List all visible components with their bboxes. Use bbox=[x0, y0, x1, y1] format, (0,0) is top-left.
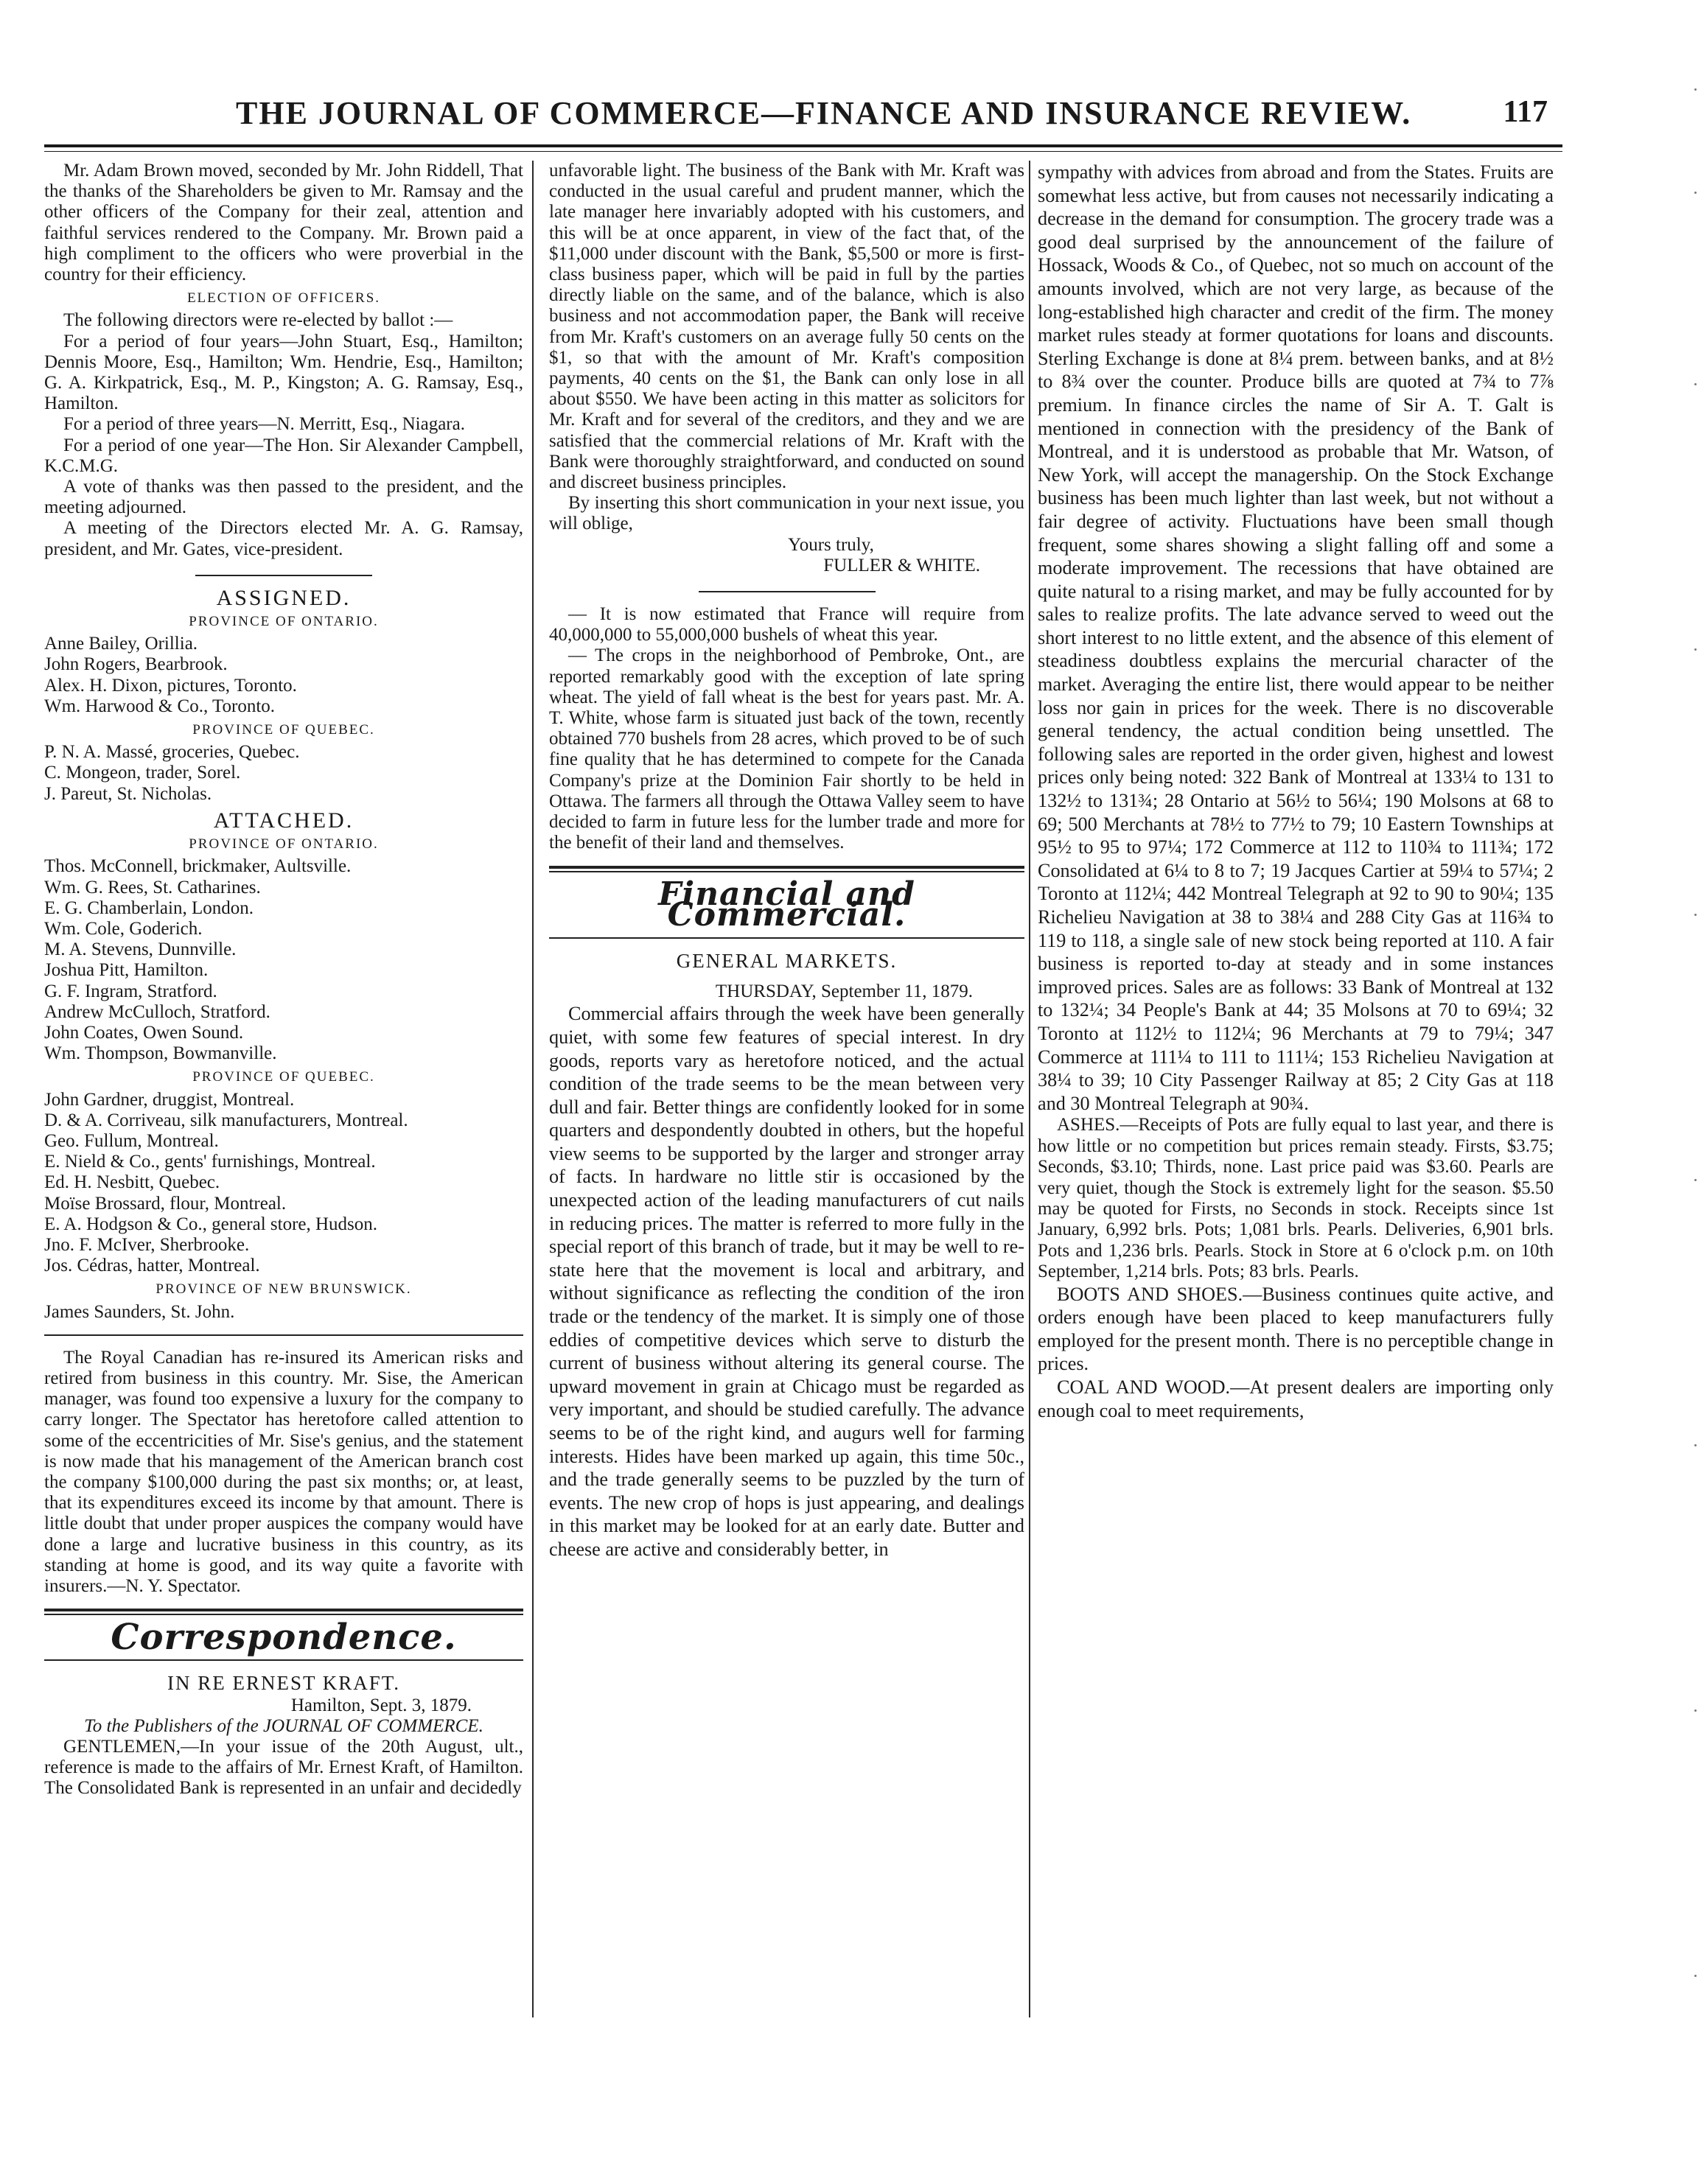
paragraph-royal-canadian: The Royal Canadian has re-insured its American risks and retired from business in this country. Mr. Sise, the American manager, was found too expensive a luxury for the company to carry longer. The Spectator has heretofore called attention to some of the eccentricities of Mr. Sise's genius, and the statement is now made that his management of the American branch cost the company $100,000 during the past six months; or, at least, that its expenditures exceed its income by that amount. There is little doubt that under proper auspices the company would have done a large and lucrative business in this country, as its standing at home is good, and its way quite a favorite with insurers.—N. Y. Spectator. bbox=[44, 1347, 523, 1596]
running-title: THE JOURNAL OF COMMERCE—FINANCE AND INSURANCE REVIEW. bbox=[236, 95, 1412, 131]
page-edge-marks bbox=[1688, 0, 1698, 2184]
section-rule bbox=[699, 591, 876, 592]
boots-text: —Business continues quite active, and orders enough have been placed to keep manufacturers fully employed for the present month. There is no perceptible change in prices. bbox=[1038, 1283, 1554, 1375]
section-rule bbox=[195, 575, 372, 576]
letter-closing: Yours truly, bbox=[788, 534, 874, 555]
list-item: Moïse Brossard, flour, Montreal. bbox=[44, 1193, 287, 1214]
header-rule-thin bbox=[44, 151, 1562, 152]
paragraph-ashes bbox=[1038, 1115, 1554, 1282]
list-item: John Coates, Owen Sound. bbox=[44, 1022, 244, 1043]
province-heading: PROVINCE OF ONTARIO. bbox=[189, 614, 379, 630]
paragraph-kraft-continued: unfavorable light. The business of the Bank with Mr. Kraft was conducted in the usual careful and prudent manner, which the late manager here invariably adopted with his customers, and this will be at once apparent, in view of the fact that, of the $11,000 under discount with the Bank, $5,500 or more is first-class business paper, which will be paid in full by the parties directly liable on the same, and of the balance, which is also business and not accommodation paper, the Bank will receive from Mr. Kraft's customers on an average fully 50 cents on the $1, so that with the amount of Mr. Kraft's composition payments, 40 cents on the $1, the Bank can only lose in all about $550. We have been acting in this matter as solicitors for Mr. Kraft and for several of the creditors, and they and we are satisfied that the commercial relations of Mr. Kraft with the Bank were thoroughly straightforward, and conducted on sound and discreet business principles. bbox=[549, 161, 1024, 493]
ashes-lead: ASHES. bbox=[1057, 1115, 1120, 1135]
list-item: Wm. Thompson, Bowmanville. bbox=[44, 1043, 277, 1064]
paragraph-three-years: For a period of three years—N. Merritt, Esq., Niagara. bbox=[63, 414, 465, 435]
list-item: Wm. Cole, Goderich. bbox=[44, 918, 203, 939]
list-item: Jno. F. McIver, Sherbrooke. bbox=[44, 1234, 250, 1255]
province-heading: PROVINCE OF QUEBEC. bbox=[192, 722, 375, 738]
section-double-rule bbox=[549, 937, 1024, 939]
list-item: Joshua Pitt, Hamilton. bbox=[44, 960, 209, 981]
attached-quebec-list bbox=[44, 1090, 523, 1277]
list-item: Jos. Cédras, hatter, Montreal. bbox=[44, 1256, 260, 1276]
paragraph-directors-meeting: A meeting of the Directors elected Mr. A. G. Ramsay, president, and Mr. Gates, vice-president. bbox=[44, 518, 523, 559]
letter-signature: FULLER & WHITE. bbox=[823, 555, 980, 575]
coal-lead: COAL AND WOOD. bbox=[1057, 1376, 1231, 1398]
column-1 bbox=[44, 161, 523, 2017]
paragraph-coal-wood bbox=[1038, 1376, 1554, 1422]
list-item: J. Pareut, St. Nicholas. bbox=[44, 783, 212, 804]
attached-ontario-list bbox=[44, 856, 523, 1064]
list-item: John Gardner, druggist, Montreal. bbox=[44, 1089, 295, 1110]
province-heading: PROVINCE OF QUEBEC. bbox=[192, 1069, 375, 1085]
general-markets-heading: GENERAL MARKETS. bbox=[676, 949, 898, 972]
province-heading: PROVINCE OF NEW BRUNSWICK. bbox=[156, 1281, 412, 1298]
coal-text: —At present dealers are importing only enough coal to meet requirements, bbox=[1038, 1376, 1554, 1421]
list-item: Wm. G. Rees, St. Catharines. bbox=[44, 877, 261, 897]
section-double-rule bbox=[549, 866, 1024, 872]
list-item: Andrew McCulloch, Stratford. bbox=[44, 1001, 270, 1022]
list-item: E. G. Chamberlain, London. bbox=[44, 897, 254, 918]
list-item: Geo. Fullum, Montreal. bbox=[44, 1130, 219, 1151]
list-item: Thos. McConnell, brickmaker, Aultsville. bbox=[44, 856, 352, 877]
list-item: M. A. Stevens, Dunnville. bbox=[44, 939, 237, 960]
markets-dateline: THURSDAY, September 11, 1879. bbox=[715, 981, 973, 1002]
list-item: Ed. H. Nesbitt, Quebec. bbox=[44, 1172, 220, 1193]
paragraph-one-year: For a period of one year—The Hon. Sir Alexander Campbell, K.C.M.G. bbox=[44, 435, 523, 476]
list-item: John Rogers, Bearbrook. bbox=[44, 654, 228, 675]
province-heading: PROVINCE OF ONTARIO. bbox=[189, 836, 379, 853]
assigned-heading: ASSIGNED. bbox=[216, 585, 352, 610]
kraft-heading: IN RE ERNEST KRAFT. bbox=[167, 1672, 400, 1695]
list-item: E. Nield & Co., gents' furnishings, Montreal. bbox=[44, 1152, 376, 1172]
election-heading: ELECTION OF OFFICERS. bbox=[186, 290, 381, 307]
financial-commercial-heading: Financial and Commercial. bbox=[658, 875, 915, 934]
ashes-text: —Receipts of Pots are fully equal to last year, and there is how little or no competition but prices remain steady. Firsts, $3.75; Seconds, $3.10; Thirds, none. Last price paid was $3.60. Pearls are very quiet, though the Stock is extremely light for the season. $5.50 may be quoted for Firsts, no Seconds in stock. Receipts since 1st January, 6,992 brls. Pots; 1,081 brls. Pearls. Deliveries, 6,901 brls. Pots and 1,236 brls. Pearls. Stock in Store at 6 o'clock p.m. on 10th September, 1,214 brls. Pots; 83 brls. Pearls. bbox=[1038, 1115, 1554, 1282]
column-3 bbox=[1038, 161, 1554, 2017]
paragraph-commercial-affairs: Commercial affairs through the week have been generally quiet, with some few features of special interest. In dry goods, reports vary as heretofore noticed, and the actual condition of the trade seems to be the mean between very dull and fair. Better things are confidently looked for in some quarters and despondently doubted in others, but the hopeful view seems to be supported by the larger and stronger array of facts. In hardware no little stir is occasioned by the unexpected action of the leading manufacturers of cut nails in reducing prices. The matter is referred to more fully in the special report of this branch of trade, but it may be well to re-state here that the movement is local and arbitrary, and without significance as reflecting the condition of the iron trade or the tendency of the market. It is simply one of those eddies of competitive devices which serve to disturb the current of business without altering its general course. The upward movement in grain at Chicago must be regarded as very important, and should be studied carefully. The advance seems to be of the right kind, and augurs well for farming interests. Hides have been marked up again, this time 50c., and the trade generally seems to be puzzled by the turn of events. The new crop of hops is just appearing, and dealings in this market may be looked for at an early date. Butter and cheese are active and considerably better, in bbox=[549, 1003, 1024, 1560]
header-rule-thick bbox=[44, 144, 1562, 147]
attached-heading: ATTACHED. bbox=[213, 808, 354, 833]
list-item: P. N. A. Massé, groceries, Quebec. bbox=[44, 742, 300, 763]
section-double-rule bbox=[44, 1609, 523, 1615]
paragraph-boots-shoes bbox=[1038, 1283, 1554, 1376]
column-2 bbox=[549, 161, 1024, 2017]
assigned-quebec-list bbox=[44, 742, 523, 805]
paragraph-vote-thanks: A vote of thanks was then passed to the president, and the meeting adjourned. bbox=[44, 477, 523, 518]
list-item: James Saunders, St. John. bbox=[44, 1301, 235, 1322]
section-double-rule bbox=[44, 1659, 523, 1661]
page-number: 117 bbox=[1503, 95, 1548, 129]
paragraph-gentlemen: GENTLEMEN,—In your issue of the 20th August, ult., reference is made to the affairs of Mr. Ernest Kraft, of Hamilton. The Consolidated Bank is represented in an unfair and decidedly bbox=[44, 1737, 523, 1799]
attached-nb-list bbox=[44, 1302, 523, 1323]
list-item: G. F. Ingram, Stratford. bbox=[44, 981, 217, 1001]
list-item: Alex. H. Dixon, pictures, Toronto. bbox=[44, 675, 297, 696]
page-header bbox=[44, 94, 1577, 146]
paragraph-directors-reelected: The following directors were re-elected by ballot :— bbox=[63, 310, 453, 331]
column-separator-2 bbox=[1029, 161, 1030, 2017]
paragraph-markets-continued: sympathy with advices from abroad and from the States. Fruits are somewhat less active, but from causes not necessarily indicating a decrease in the demand for consumption. The grocery trade was a good deal surprised by the announcement of the failure of Hossack, Woods & Co., of Quebec, not so much on account of the amounts involved, which are not very large, as because of the long-established high character and credit of the firm. The money market rules steady at former quotations for loans and discounts. Sterling Exchange is done at 8¼ prem. between banks, and at 8½ to 8¾ over the counter. Produce bills are quoted at 7¾ to 7⅞ premium. In finance circles the name of Sir A. T. Galt is mentioned in connection with the presidency of the Bank of Montreal, and it is understood as probable that Mr. Watson, of New York, will accept the managership. On the Stock Exchange business has been much lighter than last week, but not without a fair degree of activity. Fluctuations have been small though frequent, some shares showing a slight falling off and some a moderate improvement. The recessions that have obtained are quite natural to a rising market, and may be fully accounted for by sales to realize profits. The late advance served to weed out the short interest to no little extent, and the absence of this element of steadiness doubtless explains the mercurial character of the market. Averaging the entire list, there would appear to be neither loss nor gain in prices for the week. There is no discoverable general tendency, the actual condition being unsettled. The following sales are reported in the order given, highest and lowest prices only being noted: 322 Bank of Montreal at 133¼ to 131 to 132½ to 131¾; 28 Ontario at 56½ to 56¼; 190 Molsons at 68 to 69; 500 Merchants at 78½ to 77½ to 79; 10 Eastern Townships at 95½ to 95 to 97¼; 172 Commerce at 112 to 110¾ to 111¾; 172 Consolidated at 6¼ to 8 to 7; 19 Jacques Cartier at 59¼ to 57¼; 2 Toronto at 112¼; 442 Montreal Telegraph at 92 to 90 to 90¼; 135 Richelieu Navigation at 38 to 38¼ and 288 City Gas at 116¾ to 119 to 118, a single sale of new stock being reported at 110. A fair business is reported to-day at steady and in some instances improved prices. Sales are as follows: 33 Bank of Montreal at 132 to 132¼; 34 People's Bank at 44; 35 Molsons at 70 to 69¼; 32 Toronto at 112½ to 112¼; 96 Merchants at 79 to 79¼; 347 Commerce at 111¼ to 111 to 111¼; 153 Richelieu Navigation at 38¼ to 39; 10 City Passenger Railway at 85; 2 City Gas at 118 and 30 Montreal Telegraph at 90¾. bbox=[1038, 161, 1554, 1114]
section-double-rule bbox=[44, 1334, 523, 1336]
list-item: D. & A. Corriveau, silk manufacturers, Montreal. bbox=[44, 1110, 408, 1130]
correspondence-heading: Correspondence. bbox=[111, 1617, 457, 1659]
list-item: Anne Bailey, Orillia. bbox=[44, 634, 198, 654]
list-item: E. A. Hodgson & Co., general store, Hudson. bbox=[44, 1214, 378, 1234]
paragraph-four-years: For a period of four years—John Stuart, Esq., Hamilton; Dennis Moore, Esq., Hamilton; Wm. Hendrie, Esq., Hamilton; G. A. Kirkpatrick, Esq., M. P., Kingston; A. G. Ramsay, Esq., Hamilton. bbox=[44, 331, 523, 414]
assigned-ontario-list bbox=[44, 634, 523, 717]
paragraph-inserting: By inserting this short communication in your next issue, you will oblige, bbox=[549, 493, 1024, 534]
boots-lead: BOOTS AND SHOES. bbox=[1057, 1283, 1243, 1305]
list-item: C. Mongeon, trader, Sorel. bbox=[44, 763, 241, 783]
list-item: Wm. Harwood & Co., Toronto. bbox=[44, 696, 276, 716]
paragraph-brown-motion: Mr. Adam Brown moved, seconded by Mr. John Riddell, That the thanks of the Shareholders be given to Mr. Ramsay and the other officers of the Company for their zeal, attention and faithful services rendered to the Company. Mr. Brown paid a high compliment to the officers who were proverbial in the country for their efficiency. bbox=[44, 161, 523, 285]
kraft-addressee: To the Publishers of the JOURNAL OF COMMERCE. bbox=[84, 1715, 483, 1736]
paragraph-pembroke-crops: — The crops in the neighborhood of Pembroke, Ont., are reported remarkably good with the exception of late spring wheat. The yield of fall wheat is the best for years past. Mr. A. T. White, whose farm is situated just back of the town, recently obtained 770 bushels from 28 acres, which proved to be of such fine quality that he has determined to compete for the Canada Company's prize at the Dominion Fair shortly to be held in Ottawa. The farmers all through the Ottawa Valley seem to have decided to farm in future less for the lumber trade and more for the benefit of their land and themselves. bbox=[549, 645, 1024, 853]
kraft-dateline: Hamilton, Sept. 3, 1879. bbox=[290, 1695, 472, 1715]
column-separator-1 bbox=[532, 161, 534, 2017]
paragraph-france-wheat: — It is now estimated that France will require from 40,000,000 to 55,000,000 bushels of wheat this year. bbox=[549, 604, 1024, 645]
